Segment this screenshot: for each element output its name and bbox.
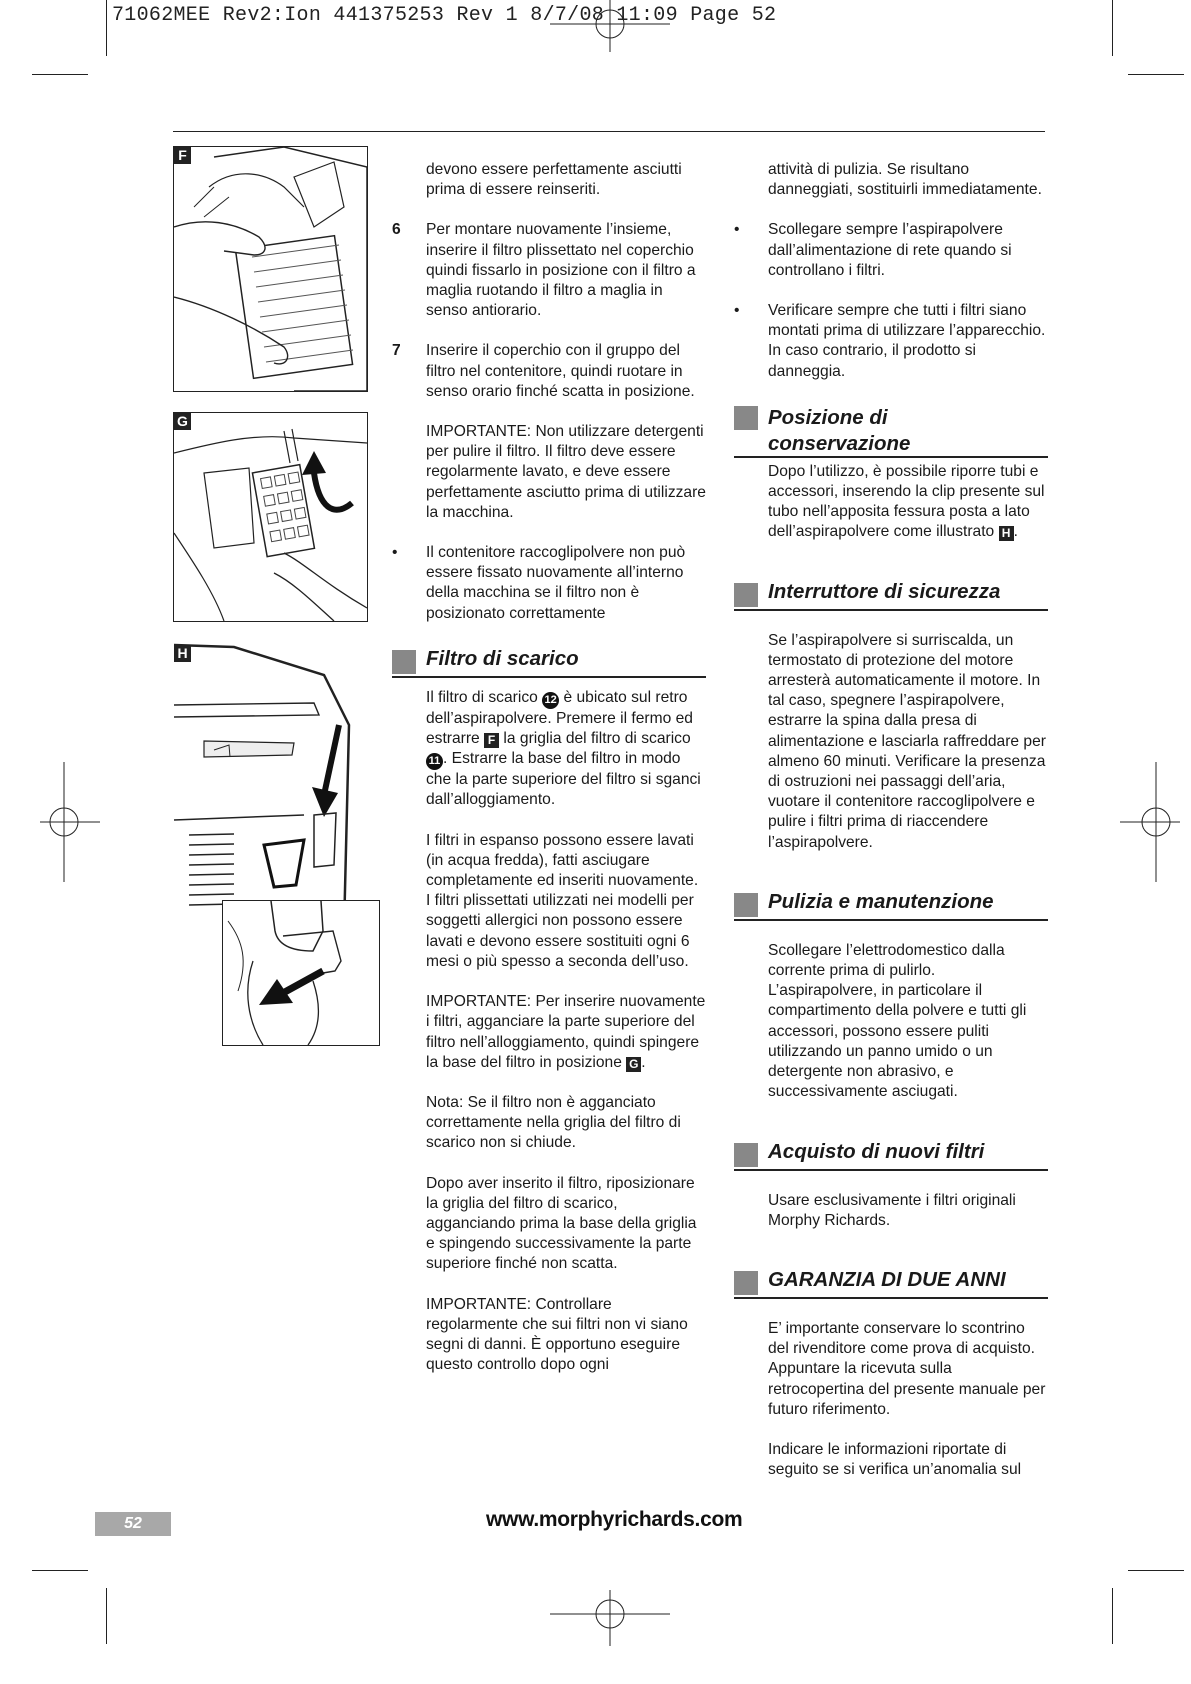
figure-g-illustration — [174, 413, 367, 621]
registration-mark-right — [1120, 762, 1180, 882]
heading-text: GARANZIA DI DUE ANNI — [768, 1267, 1006, 1291]
heading-acquisto — [734, 1139, 1048, 1171]
footer-url[interactable]: www.morphyrichards.com — [486, 1508, 743, 1531]
heading-square — [734, 1143, 758, 1167]
bullet-item — [392, 543, 706, 624]
step-7 — [392, 341, 706, 402]
figure-f-illustration — [174, 147, 367, 391]
figure-h-inset-illustration — [223, 901, 379, 1045]
bullet-marker: • — [392, 544, 398, 562]
pulizia-paragraph: Scollegare l’elettrodomestico dalla corrente prima di pulirlo. L’aspirapolvere, in particolare il compartimento della polvere e tutti gli accessori, possono essere puliti utilizzando un panno umido o un detergente non abrasivo, e successivamente asciugati. — [768, 941, 1027, 1101]
bullet-marker: • — [734, 221, 740, 239]
heading-square — [734, 1271, 758, 1295]
column-2 — [734, 160, 1048, 1480]
heading-square — [734, 583, 758, 607]
col2-intro: attività di pulizia. Se risultano danneggiati, sostituirli immediatamente. — [768, 161, 1042, 199]
registration-mark-left — [40, 762, 100, 882]
bullet-marker: • — [734, 302, 740, 320]
page-number: 52 — [95, 1512, 171, 1536]
step-6-text: Per montare nuovamente l’insieme, inserire il filtro plissettato nel coperchio quindi fissarlo in posizione con il filtro a maglia ruotando il filtro a maglia in senso antiorario. — [426, 221, 696, 320]
interruttore-paragraph: Se l’aspirapolvere si surriscalda, un termostato di protezione del motore arresterà automaticamente il motore. In tal caso, spegnere l’aspirapolvere, estrarre la spina dalla presa di alimentazione e lasciarla raffreddare per almeno 60 minuti. Verificare la presenza di ostruzioni nei passaggi dell’aria, vuotare il contenitore raccoglipolvere e pulire i filtri prima di riaccendere l’aspirapolvere. — [768, 631, 1046, 851]
posizione-text: Dopo l’utilizzo, è possibile riporre tubi e accessori, inserendo la clip presente sul tubo nell’apposita fessura posta a lato dell’aspirapolvere come illustrato — [768, 462, 1045, 541]
bullet-text-2: Verificare sempre che tutti i filtri siano montati prima di utilizzare l’apparecchio. In caso contrario, il prodotto si danneggia. — [768, 302, 1046, 380]
heading-square — [734, 893, 758, 917]
important-note-1: IMPORTANTE: Non utilizzare detergenti per pulire il filtro. Il filtro deve essere regolarmente lavato, e deve essere perfettamente asciutto prima di utilizzare la macchina. — [426, 423, 706, 521]
filtro-paragraph-6: IMPORTANTE: Controllare regolarmente che sui filtri non vi siano segni di danni. È opportuno eseguire questo controllo dopo ogni — [426, 1295, 688, 1374]
heading-garanzia — [734, 1267, 1048, 1299]
registration-mark-bottom — [550, 1590, 670, 1650]
figure-h — [173, 644, 348, 932]
filtro-text-a: Il filtro di scarico — [426, 688, 538, 706]
figure-h-inset — [222, 900, 380, 1046]
filtro-text-b: è ubicato sul retro dell’aspirapolvere. Premere il fermo ed estrarre — [426, 688, 693, 748]
heading-square — [392, 650, 416, 674]
heading-posizione — [734, 406, 1048, 458]
garanzia-paragraph-2: Indicare le informazioni riportate di seguito se si verifica un’anomalia sul — [768, 1440, 1022, 1479]
filtro-p3-end: . — [641, 1053, 646, 1071]
acquisto-paragraph: Usare esclusivamente i filtri originali Morphy Richards. — [768, 1191, 1016, 1229]
figure-g-label: G — [174, 413, 191, 430]
filtro-paragraph-3 — [426, 992, 706, 1073]
filtro-p3-text: IMPORTANTE: Per inserire nuovamente i filtri, agganciare la parte superiore del filtro nell’alloggiamento, quindi spingere la base del filtro in posizione — [426, 993, 706, 1071]
step-6-number: 6 — [392, 221, 401, 239]
bullet-text-1: Scollegare sempre l’aspirapolvere dall’alimentazione di rete quando si controllano i filtri. — [768, 221, 1012, 279]
filtro-paragraph-5: Dopo aver inserito il filtro, riposizionare la griglia del filtro di scarico, agganciando prima la base della griglia e spingendo successivamente la parte superiore finché non scatta. — [426, 1174, 697, 1273]
part-number-12: 12 — [542, 692, 559, 709]
figure-f-label: F — [174, 147, 191, 164]
heading-text: Acquisto di nuovi filtri — [768, 1139, 985, 1163]
garanzia-paragraph-1: E’ importante conservare lo scontrino del rivenditore come prova di acquisto. Appuntare la ricevuta sulla retrocopertina del presente manuale per futuro riferimento. — [768, 1319, 1046, 1418]
heading-interruttore — [734, 579, 1048, 611]
figure-ref-f: F — [484, 733, 499, 748]
heading-filtro-di-scarico — [392, 646, 706, 678]
step-6 — [392, 220, 706, 321]
print-slug: 71062MEE Rev2:Ion 441375253 Rev 1 8/7/08 11:09 Page 52 — [112, 4, 777, 27]
col1-intro: devono essere perfettamente asciutti prima di essere reinseriti. — [426, 161, 682, 199]
filtro-paragraph-4: Nota: Se il filtro non è agganciato correttamente nella griglia del filtro di scarico non si chiude. — [426, 1093, 681, 1152]
registration-mark-top — [550, 0, 670, 60]
part-number-11: 11 — [426, 753, 443, 770]
figure-g — [173, 412, 368, 622]
figure-h-label: H — [174, 645, 191, 662]
posizione-end: . — [1013, 523, 1018, 541]
filtro-text-c: la griglia del filtro di scarico — [503, 730, 691, 748]
heading-square — [734, 406, 758, 430]
figure-ref-h: H — [999, 526, 1014, 541]
figure-ref-g: G — [626, 1057, 641, 1072]
bullet-item-2 — [734, 301, 1048, 382]
heading-text: Interruttore di sicurezza — [768, 579, 1001, 603]
filtro-text-d: . Estrarre la base del filtro in modo che la parte superiore del filtro si sganci dall’alloggiamento. — [426, 750, 701, 809]
figure-f — [173, 146, 368, 392]
filtro-paragraph-1 — [426, 688, 706, 811]
bullet-text: Il contenitore raccoglipolvere non può essere fissato nuovamente all’interno della macchina se il filtro non è posizionato correttamente — [426, 544, 686, 622]
posizione-paragraph — [768, 462, 1048, 543]
heading-text: Posizione di conservazione — [768, 405, 911, 455]
step-7-number: 7 — [392, 342, 401, 360]
heading-text: Pulizia e manutenzione — [768, 889, 994, 913]
heading-text: Filtro di scarico — [426, 646, 579, 670]
step-7-text: Inserire il coperchio con il gruppo del filtro nel contenitore, quindi ruotare in senso orario finché scatta in posizione. — [426, 342, 695, 400]
heading-pulizia — [734, 889, 1048, 921]
bullet-item-1 — [734, 220, 1048, 281]
column-1 — [392, 160, 706, 1375]
filtro-paragraph-2: I filtri in espanso possono essere lavati (in acqua fredda), fatti asciugare completamente ed inseriti nuovamente. I filtri plissettati utilizzati nei modelli per soggetti allergici non possono essere lavati e devono essere sostituiti ogni 6 mesi o più spesso a seconda dell’uso. — [426, 831, 699, 970]
header-rule — [173, 131, 1045, 132]
